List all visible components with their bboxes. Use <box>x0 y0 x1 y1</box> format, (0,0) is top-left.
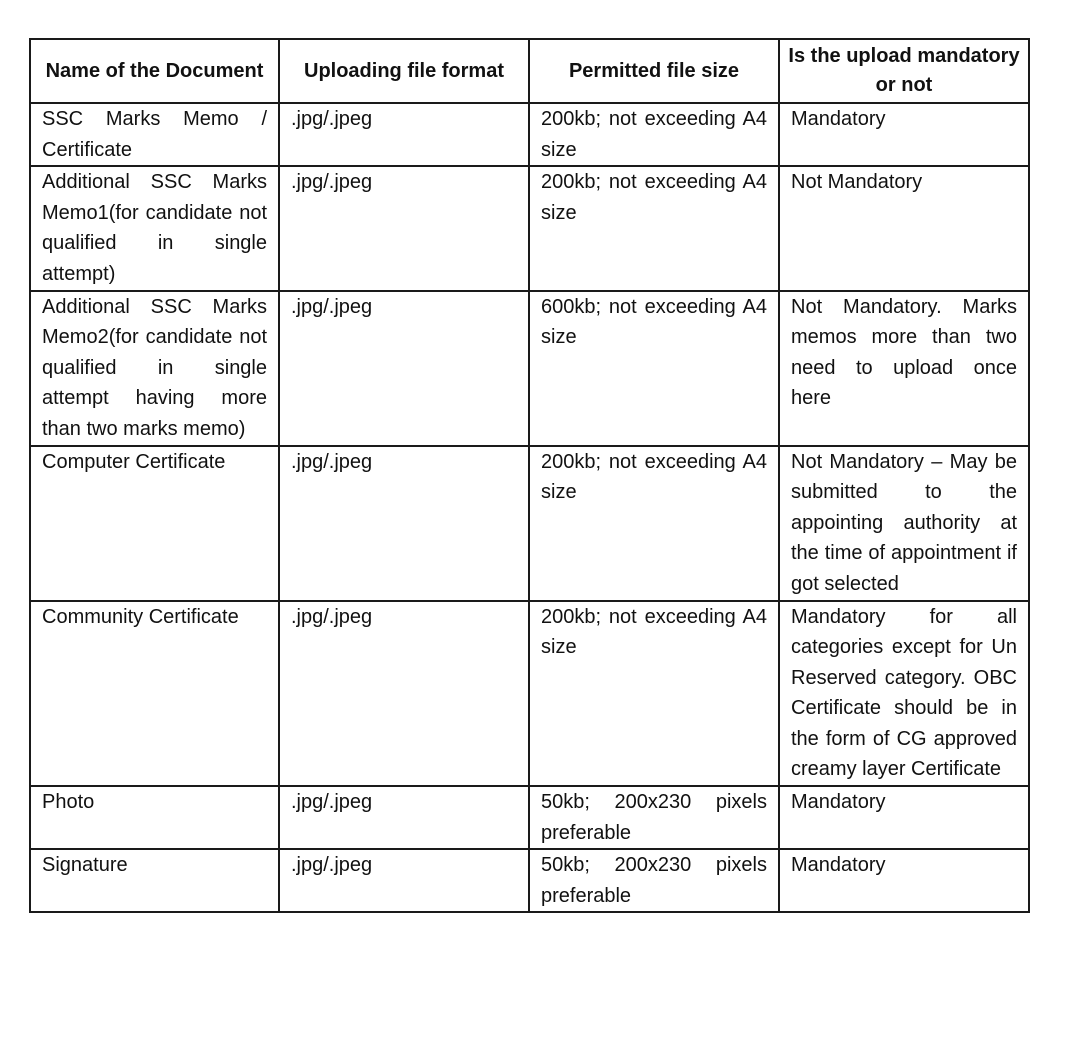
cell-format: .jpg/.jpeg <box>279 166 529 290</box>
cell-format: .jpg/.jpeg <box>279 446 529 601</box>
table-row <box>30 103 1029 166</box>
cell-size: 50kb; 200x230 pixels preferable <box>529 849 779 912</box>
table-row <box>30 849 1029 912</box>
table-row <box>30 446 1029 601</box>
cell-format: .jpg/.jpeg <box>279 103 529 166</box>
cell-document: SSC Marks Memo / Certificate <box>30 103 279 166</box>
table-row <box>30 291 1029 446</box>
cell-mandatory: Mandatory <box>779 849 1029 912</box>
cell-mandatory: Mandatory <box>779 786 1029 849</box>
cell-size: 200kb; not exceeding A4 size <box>529 166 779 290</box>
cell-mandatory: Mandatory <box>779 103 1029 166</box>
cell-document: Additional SSC Marks Memo2(for candidate not qualified in single attempt having more than two marks memo) <box>30 291 279 446</box>
cell-format: .jpg/.jpeg <box>279 291 529 446</box>
cell-mandatory: Not Mandatory. Marks memos more than two need to upload once here <box>779 291 1029 446</box>
cell-size: 200kb; not exceeding A4 size <box>529 103 779 166</box>
cell-format: .jpg/.jpeg <box>279 786 529 849</box>
cell-mandatory: Mandatory for all categories except for Un Reserved category. OBC Certificate should be in the form of CG approved creamy layer Certificate <box>779 601 1029 787</box>
cell-format: .jpg/.jpeg <box>279 849 529 912</box>
cell-document: Signature <box>30 849 279 912</box>
cell-document: Additional SSC Marks Memo1(for candidate not qualified in single attempt) <box>30 166 279 290</box>
cell-document: Community Certificate <box>30 601 279 787</box>
header-document-name: Name of the Document <box>30 39 279 103</box>
header-file-format: Uploading file format <box>279 39 529 103</box>
cell-document: Photo <box>30 786 279 849</box>
document-upload-table <box>29 38 1030 913</box>
cell-size: 200kb; not exceeding A4 size <box>529 601 779 787</box>
table-row <box>30 786 1029 849</box>
cell-size: 200kb; not exceeding A4 size <box>529 446 779 601</box>
table-row <box>30 601 1029 787</box>
cell-mandatory: Not Mandatory <box>779 166 1029 290</box>
cell-size: 50kb; 200x230 pixels preferable <box>529 786 779 849</box>
cell-document: Computer Certificate <box>30 446 279 601</box>
header-file-size: Permitted file size <box>529 39 779 103</box>
table-row <box>30 166 1029 290</box>
cell-mandatory: Not Mandatory – May be submitted to the appointing authority at the time of appointment if got selected <box>779 446 1029 601</box>
cell-size: 600kb; not exceeding A4 size <box>529 291 779 446</box>
header-mandatory: Is the upload mandatory or not <box>779 39 1029 103</box>
table-header-row <box>30 39 1029 103</box>
cell-format: .jpg/.jpeg <box>279 601 529 787</box>
